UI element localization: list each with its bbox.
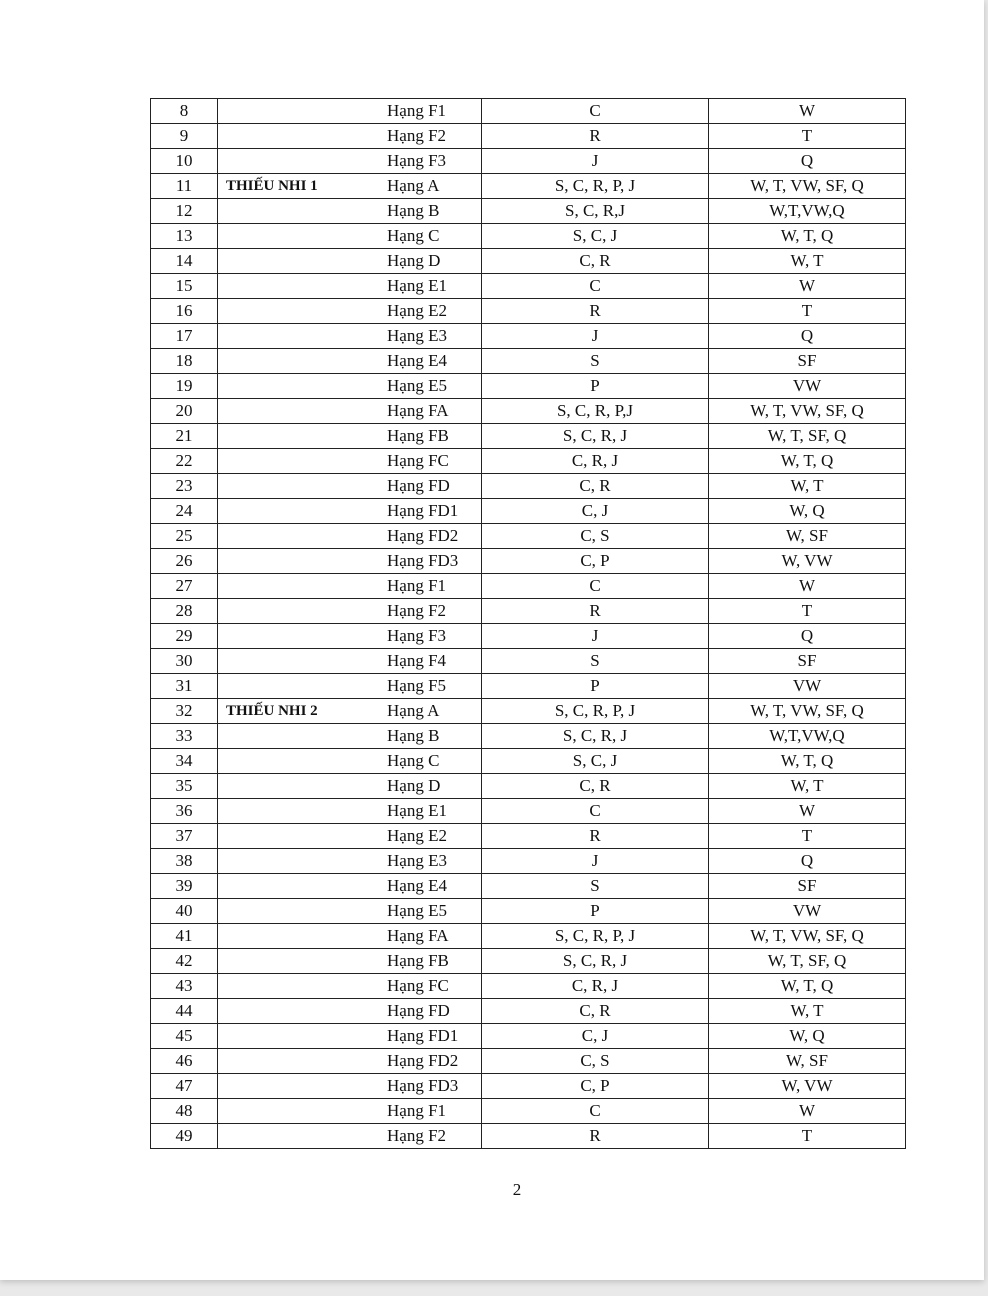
class-label: Hạng E2 — [387, 826, 447, 845]
table-row — [151, 974, 906, 999]
class-label: Hạng FD1 — [387, 501, 459, 520]
category-class-cell — [218, 124, 482, 149]
latin-dances-cell: Q — [709, 324, 906, 349]
standard-dances-cell: C, R, J — [482, 974, 709, 999]
latin-dances-cell: W — [709, 99, 906, 124]
latin-dances-cell: SF — [709, 349, 906, 374]
standard-dances-cell: C, R — [482, 474, 709, 499]
latin-dances-cell: W, T, SF, Q — [709, 424, 906, 449]
category-class-cell — [218, 474, 482, 499]
class-label: Hạng C — [387, 751, 440, 770]
table-row — [151, 599, 906, 624]
category-class-cell — [218, 824, 482, 849]
standard-dances-cell: J — [482, 624, 709, 649]
class-label: Hạng E3 — [387, 326, 447, 345]
category-class-cell — [218, 599, 482, 624]
class-label: Hạng E4 — [387, 876, 447, 895]
row-number-cell: 30 — [151, 649, 218, 674]
latin-dances-cell: VW — [709, 674, 906, 699]
standard-dances-cell: S, C, R, J — [482, 949, 709, 974]
table-row — [151, 549, 906, 574]
table-row — [151, 474, 906, 499]
class-label: Hạng E5 — [387, 376, 447, 395]
category-class-cell — [218, 1049, 482, 1074]
page-number: 2 — [512, 1180, 522, 1199]
category-class-cell — [218, 674, 482, 699]
category-class-cell — [218, 924, 482, 949]
grade-table — [150, 98, 906, 1149]
table-row — [151, 1024, 906, 1049]
latin-dances-cell: T — [709, 1124, 906, 1149]
class-label: Hạng A — [387, 701, 440, 720]
category-class-cell — [218, 149, 482, 174]
table-row — [151, 449, 906, 474]
standard-dances-cell: J — [482, 149, 709, 174]
table-row — [151, 224, 906, 249]
latin-dances-cell: SF — [709, 649, 906, 674]
category-class-cell — [218, 399, 482, 424]
standard-dances-cell: R — [482, 1124, 709, 1149]
standard-dances-cell: P — [482, 674, 709, 699]
category-class-cell — [218, 574, 482, 599]
latin-dances-cell: W, T, Q — [709, 749, 906, 774]
row-number-cell: 15 — [151, 274, 218, 299]
category-class-cell — [218, 874, 482, 899]
row-number-cell: 27 — [151, 574, 218, 599]
category-class-cell — [218, 299, 482, 324]
class-label: Hạng F3 — [387, 151, 447, 170]
row-number-cell: 46 — [151, 1049, 218, 1074]
standard-dances-cell: S, C, R,J — [482, 199, 709, 224]
row-number-cell: 14 — [151, 249, 218, 274]
category-label: THIẾU NHI 2 — [226, 703, 318, 719]
standard-dances-cell: S — [482, 874, 709, 899]
row-number-cell: 18 — [151, 349, 218, 374]
standard-dances-cell: C, J — [482, 1024, 709, 1049]
class-label: Hạng B — [387, 726, 440, 745]
category-class-cell — [218, 1024, 482, 1049]
row-number-cell: 9 — [151, 124, 218, 149]
standard-dances-cell: S — [482, 649, 709, 674]
row-number-cell: 22 — [151, 449, 218, 474]
category-class-cell — [218, 249, 482, 274]
latin-dances-cell: W, T — [709, 999, 906, 1024]
table-row — [151, 99, 906, 124]
standard-dances-cell: P — [482, 899, 709, 924]
category-label: THIẾU NHI 1 — [226, 178, 318, 194]
table-row — [151, 849, 906, 874]
class-label: Hạng FD2 — [387, 1051, 459, 1070]
latin-dances-cell: VW — [709, 374, 906, 399]
latin-dances-cell: T — [709, 824, 906, 849]
class-label: Hạng E1 — [387, 801, 447, 820]
class-label: Hạng F4 — [387, 651, 447, 670]
row-number-cell: 34 — [151, 749, 218, 774]
category-class-cell — [218, 499, 482, 524]
standard-dances-cell: S, C, J — [482, 224, 709, 249]
class-label: Hạng FD2 — [387, 526, 459, 545]
latin-dances-cell: SF — [709, 874, 906, 899]
standard-dances-cell: C — [482, 99, 709, 124]
standard-dances-cell: R — [482, 599, 709, 624]
standard-dances-cell: J — [482, 324, 709, 349]
category-class-cell — [218, 174, 482, 199]
latin-dances-cell: W, Q — [709, 1024, 906, 1049]
latin-dances-cell: W, T — [709, 774, 906, 799]
table-row — [151, 149, 906, 174]
row-number-cell: 11 — [151, 174, 218, 199]
category-class-cell — [218, 224, 482, 249]
latin-dances-cell: Q — [709, 149, 906, 174]
latin-dances-cell: W, T, Q — [709, 449, 906, 474]
table-row — [151, 399, 906, 424]
standard-dances-cell: C, J — [482, 499, 709, 524]
category-class-cell — [218, 999, 482, 1024]
row-number-cell: 8 — [151, 99, 218, 124]
standard-dances-cell: S, C, J — [482, 749, 709, 774]
category-class-cell — [218, 974, 482, 999]
table-row — [151, 299, 906, 324]
class-label: Hạng FD3 — [387, 1076, 459, 1095]
table-row — [151, 574, 906, 599]
latin-dances-cell: W, SF — [709, 524, 906, 549]
latin-dances-cell: W, T, VW, SF, Q — [709, 924, 906, 949]
class-label: Hạng FB — [387, 951, 449, 970]
standard-dances-cell: C — [482, 799, 709, 824]
class-label: Hạng FA — [387, 926, 449, 945]
table-row — [151, 374, 906, 399]
latin-dances-cell: W, VW — [709, 549, 906, 574]
category-class-cell — [218, 749, 482, 774]
standard-dances-cell: S, C, R, P,J — [482, 399, 709, 424]
class-label: Hạng F2 — [387, 1126, 447, 1145]
category-class-cell — [218, 524, 482, 549]
row-number-cell: 43 — [151, 974, 218, 999]
latin-dances-cell: W, T, VW, SF, Q — [709, 699, 906, 724]
category-class-cell — [218, 424, 482, 449]
row-number-cell: 13 — [151, 224, 218, 249]
latin-dances-cell: T — [709, 299, 906, 324]
class-label: Hạng A — [387, 176, 440, 195]
category-class-cell — [218, 324, 482, 349]
class-label: Hạng D — [387, 776, 441, 795]
row-number-cell: 12 — [151, 199, 218, 224]
latin-dances-cell: Q — [709, 849, 906, 874]
standard-dances-cell: C — [482, 274, 709, 299]
category-class-cell — [218, 549, 482, 574]
latin-dances-cell: VW — [709, 899, 906, 924]
row-number-cell: 28 — [151, 599, 218, 624]
table-body — [151, 99, 906, 1149]
table-row — [151, 324, 906, 349]
table-row — [151, 949, 906, 974]
latin-dances-cell: T — [709, 124, 906, 149]
class-label: Hạng F3 — [387, 626, 447, 645]
category-class-cell — [218, 774, 482, 799]
class-label: Hạng E1 — [387, 276, 447, 295]
latin-dances-cell: Q — [709, 624, 906, 649]
standard-dances-cell: C, R — [482, 999, 709, 1024]
row-number-cell: 23 — [151, 474, 218, 499]
standard-dances-cell: C, R, J — [482, 449, 709, 474]
class-label: Hạng C — [387, 226, 440, 245]
table-row — [151, 499, 906, 524]
table-row — [151, 424, 906, 449]
row-number-cell: 44 — [151, 999, 218, 1024]
class-label: Hạng FD — [387, 476, 450, 495]
table-row — [151, 899, 906, 924]
standard-dances-cell: J — [482, 849, 709, 874]
category-class-cell — [218, 899, 482, 924]
category-class-cell — [218, 449, 482, 474]
class-label: Hạng F1 — [387, 101, 447, 120]
category-class-cell — [218, 949, 482, 974]
table-row — [151, 349, 906, 374]
row-number-cell: 26 — [151, 549, 218, 574]
row-number-cell: 47 — [151, 1074, 218, 1099]
class-label: Hạng FB — [387, 426, 449, 445]
category-class-cell — [218, 99, 482, 124]
class-label: Hạng E2 — [387, 301, 447, 320]
table-row — [151, 249, 906, 274]
latin-dances-cell: W, T, Q — [709, 224, 906, 249]
class-label: Hạng F1 — [387, 576, 447, 595]
latin-dances-cell: W, T — [709, 474, 906, 499]
class-label: Hạng E3 — [387, 851, 447, 870]
table-row — [151, 1124, 906, 1149]
latin-dances-cell: W, SF — [709, 1049, 906, 1074]
standard-dances-cell: C — [482, 1099, 709, 1124]
row-number-cell: 35 — [151, 774, 218, 799]
latin-dances-cell: W,T,VW,Q — [709, 199, 906, 224]
row-number-cell: 24 — [151, 499, 218, 524]
category-class-cell — [218, 1124, 482, 1149]
row-number-cell: 19 — [151, 374, 218, 399]
latin-dances-cell: W — [709, 799, 906, 824]
table-row — [151, 699, 906, 724]
standard-dances-cell: R — [482, 299, 709, 324]
table-row — [151, 799, 906, 824]
category-class-cell — [218, 799, 482, 824]
class-label: Hạng F2 — [387, 601, 447, 620]
class-label: Hạng FC — [387, 451, 449, 470]
standard-dances-cell: S, C, R, J — [482, 724, 709, 749]
standard-dances-cell: C, P — [482, 549, 709, 574]
category-class-cell — [218, 699, 482, 724]
class-label: Hạng F5 — [387, 676, 447, 695]
row-number-cell: 33 — [151, 724, 218, 749]
row-number-cell: 45 — [151, 1024, 218, 1049]
class-label: Hạng F2 — [387, 126, 447, 145]
row-number-cell: 20 — [151, 399, 218, 424]
table-row — [151, 1049, 906, 1074]
table-row — [151, 724, 906, 749]
row-number-cell: 17 — [151, 324, 218, 349]
category-class-cell — [218, 199, 482, 224]
category-class-cell — [218, 624, 482, 649]
standard-dances-cell: C, R — [482, 774, 709, 799]
table-row — [151, 874, 906, 899]
standard-dances-cell: R — [482, 124, 709, 149]
latin-dances-cell: T — [709, 599, 906, 624]
class-label: Hạng D — [387, 251, 441, 270]
category-class-cell — [218, 374, 482, 399]
table-row — [151, 824, 906, 849]
category-class-cell — [218, 349, 482, 374]
row-number-cell: 16 — [151, 299, 218, 324]
standard-dances-cell: S, C, R, P, J — [482, 174, 709, 199]
table-row — [151, 924, 906, 949]
class-label: Hạng F1 — [387, 1101, 447, 1120]
standard-dances-cell: P — [482, 374, 709, 399]
standard-dances-cell: C, P — [482, 1074, 709, 1099]
row-number-cell: 48 — [151, 1099, 218, 1124]
class-label: Hạng FD3 — [387, 551, 459, 570]
standard-dances-cell: C — [482, 574, 709, 599]
category-class-cell — [218, 274, 482, 299]
latin-dances-cell: W — [709, 1099, 906, 1124]
latin-dances-cell: W, T, VW, SF, Q — [709, 174, 906, 199]
standard-dances-cell: C, R — [482, 249, 709, 274]
category-class-cell — [218, 849, 482, 874]
table-row — [151, 524, 906, 549]
table-row — [151, 624, 906, 649]
class-label: Hạng B — [387, 201, 440, 220]
row-number-cell: 38 — [151, 849, 218, 874]
standard-dances-cell: S, C, R, P, J — [482, 699, 709, 724]
class-label: Hạng E5 — [387, 901, 447, 920]
standard-dances-cell: S — [482, 349, 709, 374]
latin-dances-cell: W, VW — [709, 1074, 906, 1099]
table-row — [151, 999, 906, 1024]
standard-dances-cell: S, C, R, P, J — [482, 924, 709, 949]
row-number-cell: 49 — [151, 1124, 218, 1149]
table-row — [151, 749, 906, 774]
row-number-cell: 29 — [151, 624, 218, 649]
latin-dances-cell: W, Q — [709, 499, 906, 524]
table-row — [151, 649, 906, 674]
row-number-cell: 25 — [151, 524, 218, 549]
table-row — [151, 124, 906, 149]
table-row — [151, 199, 906, 224]
standard-dances-cell: S, C, R, J — [482, 424, 709, 449]
class-label: Hạng FD — [387, 1001, 450, 1020]
row-number-cell: 32 — [151, 699, 218, 724]
table-row — [151, 274, 906, 299]
category-class-cell — [218, 649, 482, 674]
latin-dances-cell: W, T — [709, 249, 906, 274]
latin-dances-cell: W — [709, 274, 906, 299]
row-number-cell: 40 — [151, 899, 218, 924]
row-number-cell: 39 — [151, 874, 218, 899]
category-class-cell — [218, 1074, 482, 1099]
row-number-cell: 37 — [151, 824, 218, 849]
row-number-cell: 41 — [151, 924, 218, 949]
table-row — [151, 174, 906, 199]
class-label: Hạng FA — [387, 401, 449, 420]
row-number-cell: 10 — [151, 149, 218, 174]
row-number-cell: 21 — [151, 424, 218, 449]
row-number-cell: 36 — [151, 799, 218, 824]
latin-dances-cell: W,T,VW,Q — [709, 724, 906, 749]
latin-dances-cell: W, T, Q — [709, 974, 906, 999]
standard-dances-cell: R — [482, 824, 709, 849]
class-label: Hạng E4 — [387, 351, 447, 370]
latin-dances-cell: W, T, SF, Q — [709, 949, 906, 974]
row-number-cell: 31 — [151, 674, 218, 699]
table-row — [151, 674, 906, 699]
category-class-cell — [218, 724, 482, 749]
table-row — [151, 774, 906, 799]
class-label: Hạng FD1 — [387, 1026, 459, 1045]
class-label: Hạng FC — [387, 976, 449, 995]
table-row — [151, 1099, 906, 1124]
standard-dances-cell: C, S — [482, 1049, 709, 1074]
latin-dances-cell: W, T, VW, SF, Q — [709, 399, 906, 424]
row-number-cell: 42 — [151, 949, 218, 974]
category-class-cell — [218, 1099, 482, 1124]
standard-dances-cell: C, S — [482, 524, 709, 549]
table-row — [151, 1074, 906, 1099]
latin-dances-cell: W — [709, 574, 906, 599]
